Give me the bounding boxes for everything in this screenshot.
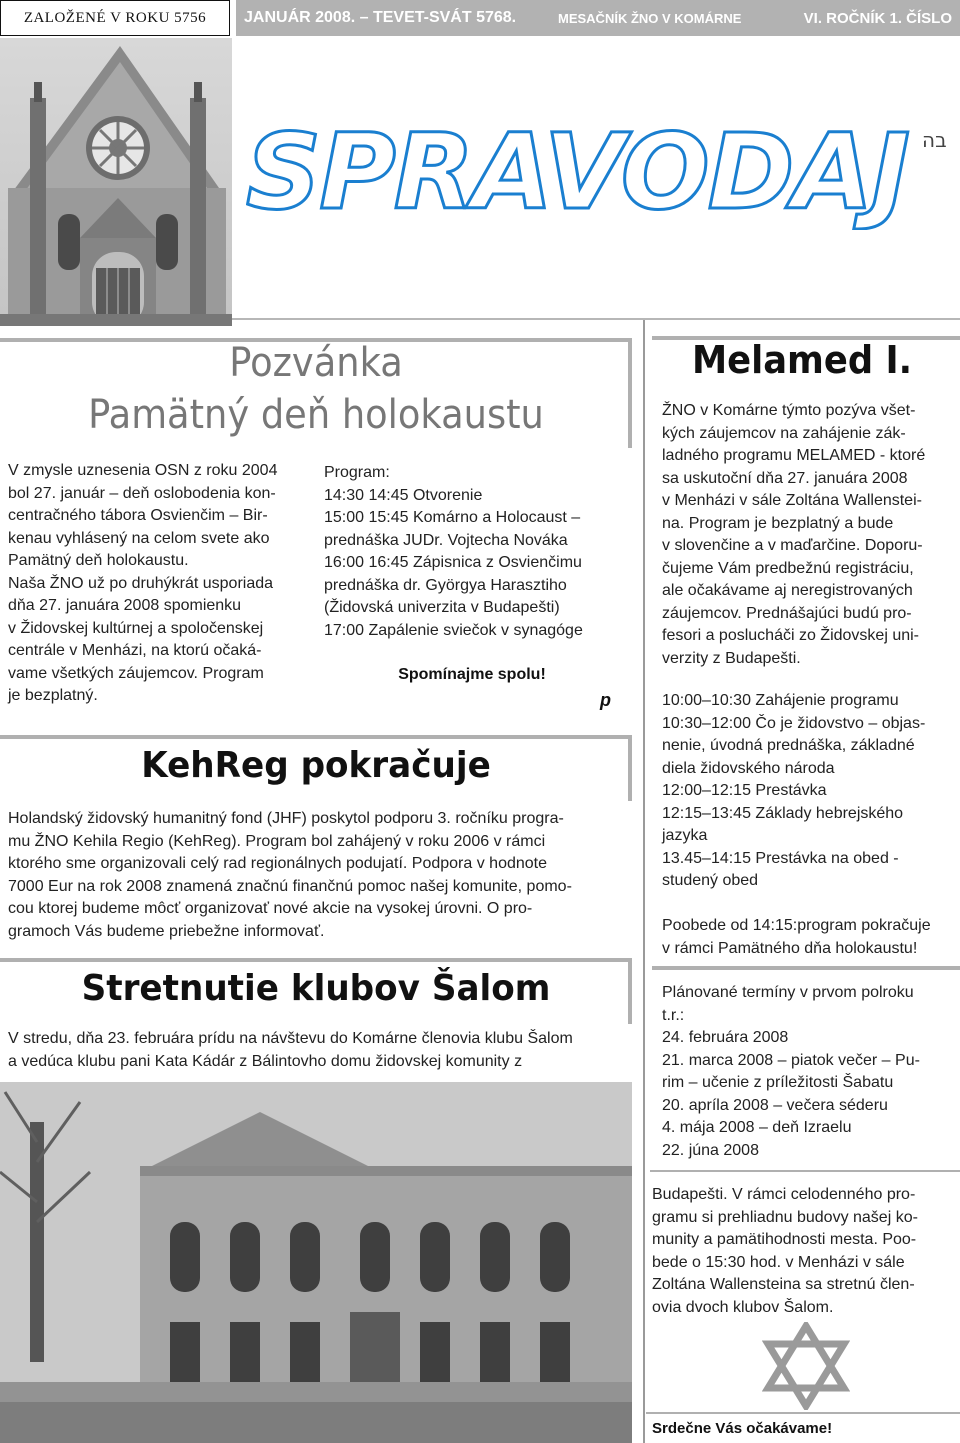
text-line: je bezplatný. xyxy=(8,687,98,704)
star-of-david-icon xyxy=(762,1322,850,1410)
text-line: Pamätný deň holokaustu. xyxy=(8,552,189,569)
text-line: na. Program je bezplatný a bude xyxy=(662,514,894,532)
header-divider xyxy=(232,318,960,320)
program-line: 12:00–12:15 Prestávka xyxy=(662,782,827,799)
program-line: 10:30–12:00 Čo je židovstvo – objas- xyxy=(662,714,926,732)
text-line: centrále v Menházi, na ktorú očaká- xyxy=(8,642,262,659)
text-line: 22. júna 2008 xyxy=(662,1141,759,1159)
text-line: Poobede od 14:15:program pokračuje xyxy=(662,917,931,934)
text-line: bede o 15:30 hod. v Menházi v sále xyxy=(652,1253,905,1271)
program-line: 17:00 Zapálenie sviečok v synagóge xyxy=(324,621,583,639)
melamed-afternoon xyxy=(662,915,952,960)
signature-mark: p xyxy=(600,690,611,710)
melamed-intro xyxy=(662,400,952,670)
monthly-label: MESAČNÍK ŽNO V KOMÁRNE xyxy=(558,10,742,26)
program-line: diela židovského národa xyxy=(662,759,835,777)
text-line: V zmysle uznesenia OSN z roku 2004 xyxy=(8,462,278,479)
issue-bar xyxy=(236,0,960,36)
salom-title: Stretnutie klubov Šalom xyxy=(81,968,551,1009)
text-line: 4. mája 2008 – deň Izraelu xyxy=(662,1119,852,1136)
hebrew-mark: בה xyxy=(922,128,947,152)
text-line: ovia dvoch klubov Šalom. xyxy=(652,1298,834,1316)
program-line: prednáška JUDr. Vojtecha Nováka xyxy=(324,531,568,549)
text-line: kenau vyhlásený na celom svete ako xyxy=(8,529,270,547)
melamed-title: Melamed I. xyxy=(691,338,913,382)
program-line: (Židovská univerzita v Budapešti) xyxy=(324,599,560,616)
issue-number: VI. ROČNÍK 1. ČÍSLO xyxy=(803,9,952,27)
invitation-program xyxy=(324,462,620,642)
text-line: v rámci Pamätného dňa holokaustu! xyxy=(662,939,918,957)
program-line: 15:00 15:45 Komárno a Holocaust – xyxy=(324,509,581,526)
program-line: jazyka xyxy=(662,827,708,844)
program-line: studený obed xyxy=(662,872,759,889)
program-line: nenie, úvodná prednáška, základné xyxy=(662,737,915,754)
program-line: 16:00 16:45 Zápisnica z Osvienčimu xyxy=(324,554,582,571)
text-line: v Menházi v sále Zoltána Wallenstei- xyxy=(662,492,922,509)
text-line: a vedúca klubu pani Kata Kádár z Bálintovho domu židovskej komunity z xyxy=(8,1052,523,1070)
text-line: gramoch Vás budeme priebežne informovať. xyxy=(8,922,325,940)
text-line: kých záujemcov na zahájenie zák- xyxy=(662,424,906,442)
text-line: 20. apríla 2008 – večera séderu xyxy=(662,1096,888,1114)
invitation-subtitle: Pamätný deň holokaustu xyxy=(88,392,544,438)
program-line: 10:00–10:30 Zahájenie programu xyxy=(662,692,899,709)
text-line: Plánované termíny v prvom polroku xyxy=(662,984,914,1001)
invitation-slogan: Spomínajme spolu! xyxy=(398,666,546,683)
section-divider xyxy=(650,1170,960,1172)
section-divider xyxy=(652,966,960,970)
masthead xyxy=(246,120,916,230)
kehreg-title: KehReg pokračuje xyxy=(141,745,491,786)
text-line: rim – učenie z príležitosti Šabatu xyxy=(662,1074,894,1091)
melamed-program xyxy=(662,690,952,893)
text-line: ale očakávame aj neregistrovaných xyxy=(662,582,913,599)
building-photo xyxy=(0,1082,632,1443)
text-line: munity a pamätihodnosti mesta. Poo- xyxy=(652,1231,917,1248)
text-line: ŽNO v Komárne týmto pozýva všet- xyxy=(662,402,916,419)
text-line: ladného programu MELAMED - ktoré xyxy=(662,447,926,464)
text-line: gramu si prehliadnu budovy našej ko- xyxy=(652,1208,918,1226)
section-divider xyxy=(646,1412,960,1414)
invitation-text xyxy=(8,460,308,708)
founded-label: ZALOŽENÉ V ROKU 5756 xyxy=(0,0,230,36)
text-line: 7000 Eur na rok 2008 znamená značnú finančnú pomoc našej komunite, pomo- xyxy=(8,877,572,895)
issue-date: JANUÁR 2008. – TEVET-SVÁT 5768. xyxy=(244,9,517,26)
text-line: v slovenčine a v maďarčine. Doporu- xyxy=(662,537,923,554)
text-line: t.r.: xyxy=(662,1006,685,1024)
closing-text: Srdečne Vás očakávame! xyxy=(652,1420,833,1437)
synagogue-photo xyxy=(0,38,232,326)
salom-text xyxy=(8,1028,620,1073)
text-line: Budapešti. V rámci celodenného pro- xyxy=(652,1186,916,1203)
program-line: prednáška dr. Györgya Harasztiho xyxy=(324,576,567,594)
text-line: mu ŽNO Kehila Regio (KehReg). Program bol zahájený v roku 2006 v rámci xyxy=(8,832,546,850)
text-line: verzity z Budapešti. xyxy=(662,649,801,667)
text-line: čujeme Vám predbežnú registráciu, xyxy=(662,559,914,577)
masthead-title: SPRAVODAJ xyxy=(246,120,909,230)
program-line: 14:30 14:45 Otvorenie xyxy=(324,486,483,504)
text-line: 21. marca 2008 – piatok večer – Pu- xyxy=(662,1051,920,1069)
text-line: sa uskutoční dňa 27. januára 2008 xyxy=(662,469,908,487)
program-line: 13.45–14:15 Prestávka na obed - xyxy=(662,849,899,867)
program-label: Program: xyxy=(324,464,390,481)
text-line: cou ktorej budeme môcť organizovať nové akcie na vysokej úrovni. O pro- xyxy=(8,900,533,917)
column-divider xyxy=(643,320,645,1443)
text-line: záujemcov. Prednášajúci budú pro- xyxy=(662,604,912,622)
text-line: Holandský židovský humanitný fond (JHF) poskytol podporu 3. ročníku progra- xyxy=(8,810,564,827)
text-line: vame všetkých záujemcov. Program xyxy=(8,664,264,682)
text-line: ktorého sme organizovali celý rad regionálnych podujatí. Podpora v hodnote xyxy=(8,855,547,872)
text-line: Naša ŽNO už po druhýkrát usporiada xyxy=(8,574,274,592)
text-line: bol 27. január – deň oslobodenia kon- xyxy=(8,484,276,502)
planned-dates xyxy=(662,982,952,1162)
text-line: v Židovskej kultúrnej a spoločenskej xyxy=(8,619,264,637)
kehreg-text xyxy=(8,808,620,943)
text-line: V stredu, dňa 23. februára prídu na návštevu do Komárne členovia klubu Šalom xyxy=(8,1030,573,1047)
text-line: dňa 27. januára 2008 spomienku xyxy=(8,597,242,614)
text-line: fesori a poslucháči zo Židovskej uni- xyxy=(662,627,920,644)
text-line: centračného tábora Osvienčim – Bir- xyxy=(8,507,268,524)
invitation-title: Pozvánka xyxy=(229,340,403,386)
text-line: 24. februára 2008 xyxy=(662,1029,789,1046)
text-line: Zoltána Wallensteina sa stretnú člen- xyxy=(652,1276,915,1293)
program-line: 12:15–13:45 Základy hebrejského xyxy=(662,804,904,822)
budapest-text xyxy=(652,1184,952,1319)
